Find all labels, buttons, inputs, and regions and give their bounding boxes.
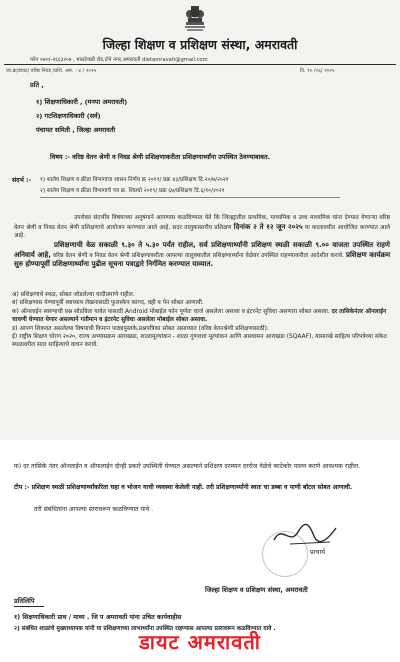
copy-label: प्रतिलिपि bbox=[14, 597, 35, 605]
reference-item: १) शालेय शिक्षण व क्रीडा विभागाचा शासन निर्णय क्र २०१९/ प्रक्र ४३/प्रशिक्षण दि.२०/७/२०२१ bbox=[40, 177, 229, 183]
subject-label: विषय :- bbox=[50, 153, 71, 161]
addressee-line: पंचायत समिती , जिल्हा अमरावती bbox=[36, 126, 116, 134]
addressee-line: १) शिक्षणाधिकारी , (मनपा अमरावती) bbox=[36, 98, 128, 106]
reference-number: जा.क्र/डायट/ वरिष्ठ निवड /प्रशि. अम. - ४ / २०२५ bbox=[6, 68, 97, 74]
prati-label: प्रति , bbox=[30, 81, 44, 89]
instruction-list bbox=[12, 291, 392, 350]
reference-item: २) शालेय शिक्षण व क्रीडा विभागाचे पत्र क्र. शिप्रधो २०१९/ प्रक्र ६७/प्रशिक्षण दि.६/१०/२०२१ bbox=[40, 188, 225, 194]
list-item: अ) प्रशिक्षणाचे स्थळ, सोबत जोडलेल्या यादीप्रमाणे राहील. bbox=[12, 292, 135, 298]
list-item: ब) प्रशिक्षणास येण्यापूर्वी स्वाध्याय लेखनासाठी फुलस्केप कागद, वही व पेन सोबत आणावी. bbox=[12, 300, 204, 307]
contact-line: फोन ०७२१-२६६३२०७ , मालटेकडी रोड,टोपे नगर,अमरावती dietamravati@gmail.com bbox=[30, 57, 208, 63]
copy-item: २) संबंधित शाळांचे मुख्याध्यापक यांनी या प्रशिक्षणाच्या लाभार्थ्यांना उपस्थित राहण्यास आपल्या स्तरावरून कळविण्यात यावे . bbox=[14, 626, 276, 632]
training-dates: दिनांक २ ते १२ जून २०२५ bbox=[233, 222, 303, 231]
attendance-instruction: फ) दर तासिके नंतर ऑनलाईन व ऑफलाईन दोन्ही प्रकारे उपस्थिती घेण्यात असल्याने प्रशिक्षण दरम्यान दररोज वेळेचे काटेकोर पालन करणे आवश्यक राहील. bbox=[14, 463, 361, 470]
addressee-line: २) गटशिक्षणाधिकारी (सर्व) bbox=[36, 112, 101, 120]
references-divider bbox=[40, 197, 340, 198]
subject-line bbox=[50, 152, 388, 162]
letter-date: दि. १० /०६/ २०२५ bbox=[300, 68, 335, 74]
principal-signature bbox=[270, 520, 340, 550]
note-text: टीप :- प्रशिक्षण स्थळी प्रशिक्षणार्थ्यांकरिता चहा व भोजन याची व्यवस्था केलेली नाही. तरी प्रशिक्षणार्थ्यांनी स्वतः चा डब्बा व पाणी बॉटल सोबत आणावी. bbox=[14, 484, 353, 491]
principal-label: प्राचार्य bbox=[310, 548, 325, 556]
list-item-bold: दर तासिकेनंतर ऑनलाईन चाचणी घेण्यात येणार असल्याने गतीमान व इंटरनेट सुविधा असलेला मोबाईल सोबत असावा. bbox=[12, 308, 387, 324]
list-item: ई) राष्ट्रीय शिक्षण धोरण २०२०, राज्य अभ्यासक्रम आराखडा, शाळामूल्यांकन - शाळा गुणवत्ता मूल्यांकन आणि आश्वासन आराखडा (SQAAF), यासारखे साहित्य परिपत्रेच्या संकेत स्थळावरील सदर साहित्याचे वाचन करावे. bbox=[12, 334, 387, 349]
body-paragraph-1 bbox=[14, 214, 390, 241]
closing-line: तरी संबंधितांना आपल्या स्तरावरून कळविण्यात यावे . bbox=[34, 506, 154, 513]
institute-title: जिल्हा शिक्षण व प्रशिक्षण संस्था, अमरावती bbox=[102, 37, 298, 52]
header-divider bbox=[4, 64, 396, 65]
subject-text: वरिष्ठ वेतन श्रेणी व निवड श्रेणी प्रशिक्षणाकरीता प्रशिक्षणार्थ्यांना उपस्थित ठेवण्याबाबत. bbox=[72, 153, 271, 161]
footer-title: डायट अमरावती bbox=[139, 630, 261, 654]
timing-instruction: प्रशिक्षणाची वेळ सकाळी ९.३० ते ५.३० पर्यंत राहील, सर्व प्रशिक्षणार्थ्यांनी प्रशिक्षण स्थळी सकाळी ९.०० वाजता उपस्थित राहणे अनिवार्य आहे, bbox=[14, 241, 390, 259]
copy-underline bbox=[14, 606, 44, 607]
para1-end: या कालावधीत आयोजित करण्यात आले आहे. bbox=[14, 224, 391, 240]
office-name: जिल्हा शिक्षण व प्रशिक्षण संस्था, अमरावती bbox=[205, 586, 308, 594]
para1-text: उपरोक्त संदर्भीय विषयाच्या अनुषंगाने आपणास कळविण्यात येते कि जिल्ह्यातील प्राथमिक, माध्यमिक व उच्च माध्यमिक यांना देण्यात येणाऱ्या वरिष्ठ वेतन श्रेणी व निवड वेतन श्रेणी प्रशिक्षणाचे आयोजन करण्यात आले आहे. सदर तालुकास्तरीय प्रशिक्षण bbox=[14, 215, 390, 231]
body-paragraph-2 bbox=[14, 241, 390, 270]
list-item: ड) आपण शिकवत असलेल्या विषयाची किमान पाठ्यपुस्तके,प्रश्नपत्रिका सोबत असाव्यात (वरिष्ठ वेतनश्रेणी प्रशिक्षणासाठी). bbox=[12, 325, 269, 332]
state-emblem-icon bbox=[182, 4, 208, 34]
copy-item: १) शिक्षणाधिकारी प्राथ / माध्य . जि प अमरावती यांना उचित कार्यवाहीस bbox=[14, 614, 182, 621]
references-label: संदर्भ :- bbox=[12, 177, 32, 184]
instructions-heading: प्रशिक्षण कार्यक्रम सुरु होण्यापूर्वी प्रशिक्षणार्थ्यांना पुढील सूचना पत्राद्वारे निर्गमित करण्यात याव्यात. bbox=[14, 250, 391, 269]
list-item bbox=[12, 308, 392, 325]
para2-text: वरिष्ठ वेतन श्रेणी व निवड वेतन श्रेणी प्रशिक्षणाकरीता आपल्या तालुक्यातील प्रशिक्षणार्थ्यांना वेळेवर उपस्थित राहण्याकरीता आदेशीत करावे. bbox=[52, 252, 345, 259]
list-item-text: क) ऑनलाईन स्वरुपाची प्रश्न सोडविता यावेत यासाठी Android मोबाईल फोन पूर्णतः चार्ज असलेला असावा व इंटरनेट सुविधा असणारा सोबत असावा. bbox=[12, 308, 330, 315]
